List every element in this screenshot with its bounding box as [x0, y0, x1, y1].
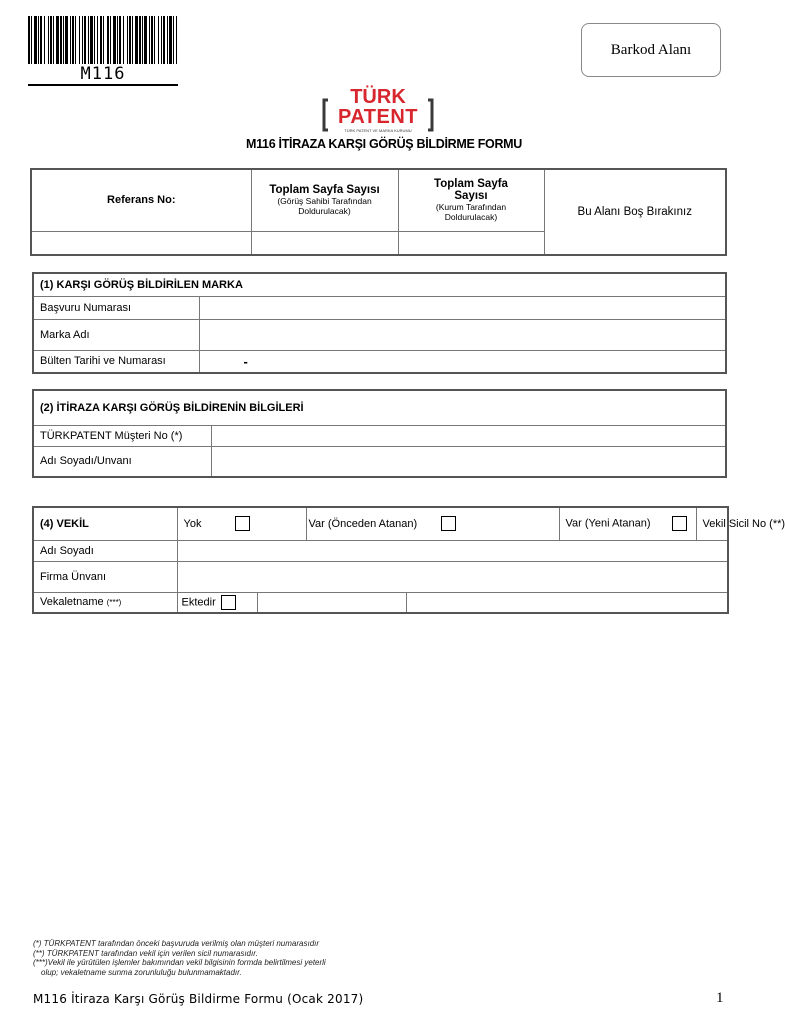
power-of-attorney-input[interactable] — [406, 592, 728, 613]
barcode-bar — [167, 16, 168, 64]
page-count-owner-title: Toplam Sayfa Sayısı — [269, 184, 380, 197]
respondent-name-input[interactable] — [211, 446, 726, 477]
barcode-bar — [139, 16, 141, 64]
barcode-bar — [169, 16, 172, 64]
page-count-owner-cell — [251, 169, 398, 231]
header-table — [30, 168, 727, 256]
barcode-bar — [50, 16, 52, 64]
barcode-bar — [117, 16, 118, 64]
page-count-office-input — [398, 231, 544, 255]
page-count-office-note: (Kurum Tarafından Doldurulacak) — [435, 202, 507, 223]
barcode-bar — [44, 16, 45, 64]
barcode-bar — [70, 16, 71, 64]
footnote-customer-no: (*) TÜRKPATENT tarafından önceki başvuruda verilmiş olan müşteri numarasıdır — [33, 939, 320, 948]
barcode-bar — [84, 16, 86, 64]
page-count-office-title: Toplam Sayfa Sayısı — [434, 178, 508, 203]
trademark-name-label: Marka Adı — [33, 319, 199, 350]
attorney-registry-label: Vekil Sicil No (**) — [696, 507, 728, 540]
power-of-attorney-label-cell — [33, 592, 177, 613]
barcode-bar — [60, 16, 62, 64]
attorney-new-cell — [559, 507, 696, 540]
barcode-bar — [173, 16, 174, 64]
page-count-owner-input[interactable] — [251, 231, 398, 255]
barcode-bar — [31, 16, 32, 64]
barcode-bar — [72, 16, 74, 64]
barcode-bar — [151, 16, 153, 64]
attorney-existing-checkbox[interactable] — [441, 516, 456, 531]
barcode-bar — [65, 16, 68, 64]
barcode-bar — [161, 16, 162, 64]
footer-page-number: 1 — [716, 990, 724, 1006]
page-count-office-cell — [398, 169, 544, 231]
customer-number-input[interactable] — [211, 425, 726, 446]
barcode-code: M116 — [80, 64, 126, 84]
barcode-bar — [123, 16, 124, 64]
footer-form-name: M116 İtiraza Karşı Görüş Bildirme Formu (Ocak 2017) — [33, 992, 364, 1006]
reference-input[interactable] — [31, 231, 251, 255]
barcode-bar — [163, 16, 165, 64]
turkpatent-logo — [322, 84, 434, 142]
barcode-bar — [48, 16, 49, 64]
attached-label: Ektedir — [181, 596, 216, 609]
barcode-bar — [28, 16, 30, 64]
barcode-bar — [103, 16, 104, 64]
power-of-attorney-extra — [257, 592, 406, 613]
trademark-name-input[interactable] — [199, 319, 726, 350]
attorney-new-label: Var (Yeni Atanan) — [565, 517, 651, 530]
section-trademark — [32, 272, 727, 374]
barcode-bar — [82, 16, 83, 64]
barcode-bar — [113, 16, 116, 64]
barcode-bar — [176, 16, 177, 64]
logo-subtitle: TÜRK PATENT VE MARKA KURUMU — [344, 128, 412, 133]
section-respondent — [32, 389, 727, 478]
attorney-new-checkbox[interactable] — [672, 516, 687, 531]
customer-number-label: TÜRKPATENT Müşteri No (*) — [33, 425, 211, 446]
barcode-bar — [110, 16, 111, 64]
footnote-poa-2: olup; vekaletname sunma zorunluluğu bulunmamaktadır. — [41, 967, 242, 977]
barcode-image — [28, 16, 178, 64]
section-respondent-title: (2) İTİRAZA KARŞI GÖRÜŞ BİLDİRENİN BİLGİLERİ — [33, 390, 726, 425]
barcode-area-label: Barkod Alanı — [610, 41, 692, 58]
barcode-bar — [107, 16, 109, 64]
attorney-name-label: Adı Soyadı — [33, 540, 177, 561]
section-trademark-title: (1) KARŞI GÖRÜŞ BİLDİRİLEN MARKA — [33, 273, 726, 296]
reference-label: Referans No: — [107, 194, 176, 207]
leave-blank-note: Bu Alanı Boş Bırakınız — [577, 206, 692, 218]
attached-cell — [177, 592, 257, 613]
barcode-bar — [119, 16, 121, 64]
barcode-bar — [127, 16, 128, 64]
bulletin-label: Bülten Tarihi ve Numarası — [33, 350, 199, 373]
footnote-poa-1: (***)Vekil ile yürütülen işlemler bakımından vekil bilgisinin formda belirtilmesi yeterli — [33, 958, 326, 967]
bulletin-separator: - — [243, 353, 248, 369]
attorney-name-input[interactable] — [177, 540, 728, 561]
footnotes — [33, 939, 353, 977]
respondent-name-label: Adı Soyadı/Unvanı — [33, 446, 211, 477]
barcode-bar — [79, 16, 80, 64]
barcode-bar — [94, 16, 95, 64]
attorney-existing-cell — [439, 507, 559, 540]
barcode-underline — [28, 84, 178, 86]
section-attorney-title: (4) VEKİL — [33, 507, 177, 540]
barcode-bar — [135, 16, 138, 64]
barcode-bar — [88, 16, 89, 64]
barcode-bar — [75, 16, 76, 64]
barcode-bar — [158, 16, 159, 64]
barcode-bar — [90, 16, 93, 64]
barcode-bar — [142, 16, 143, 64]
attorney-existing-label: Var (Önceden Atanan) — [306, 507, 439, 540]
logo-line2: PATENT — [337, 106, 419, 128]
barcode-bar — [53, 16, 54, 64]
barcode-bar — [34, 16, 37, 64]
barcode-bar — [56, 16, 59, 64]
barcode-bar — [38, 16, 39, 64]
leave-blank-cell — [544, 169, 726, 255]
application-number-label: Başvuru Numarası — [33, 296, 199, 319]
barcode-bar — [132, 16, 133, 64]
barcode-bar — [154, 16, 155, 64]
power-of-attorney-note: (***) — [106, 598, 122, 608]
logo-line1: TÜRK — [350, 86, 406, 108]
attached-checkbox[interactable] — [221, 595, 236, 610]
barcode-bar — [144, 16, 147, 64]
barcode-bar — [63, 16, 64, 64]
page-count-owner-note: (Görüş Sahibi Tarafından Doldurulacak) — [277, 196, 372, 217]
barcode-bar — [100, 16, 102, 64]
attorney-none-checkbox[interactable] — [235, 516, 250, 531]
barcode-bar — [129, 16, 131, 64]
attorney-none-label: Yok — [177, 507, 233, 540]
barcode-bar — [97, 16, 98, 64]
application-number-input[interactable] — [199, 296, 726, 319]
form-title: M116 İTİRAZA KARŞI GÖRÜŞ BİLDİRME FORMU — [245, 137, 523, 151]
barcode-bar — [149, 16, 150, 64]
barcode-bar — [40, 16, 42, 64]
section-attorney — [32, 506, 785, 614]
reference-label-cell — [31, 169, 251, 231]
footnote-registry-no: (**) TÜRKPATENT tarafından vekil için verilen sicil numarasıdır. — [33, 948, 258, 958]
attorney-none-cell — [233, 507, 306, 540]
attorney-firm-input[interactable] — [177, 561, 728, 592]
power-of-attorney-label: Vekaletname — [40, 596, 104, 609]
bulletin-input[interactable] — [199, 350, 726, 373]
barcode-area-box — [581, 23, 721, 77]
attorney-firm-label: Firma Ünvanı — [33, 561, 177, 592]
